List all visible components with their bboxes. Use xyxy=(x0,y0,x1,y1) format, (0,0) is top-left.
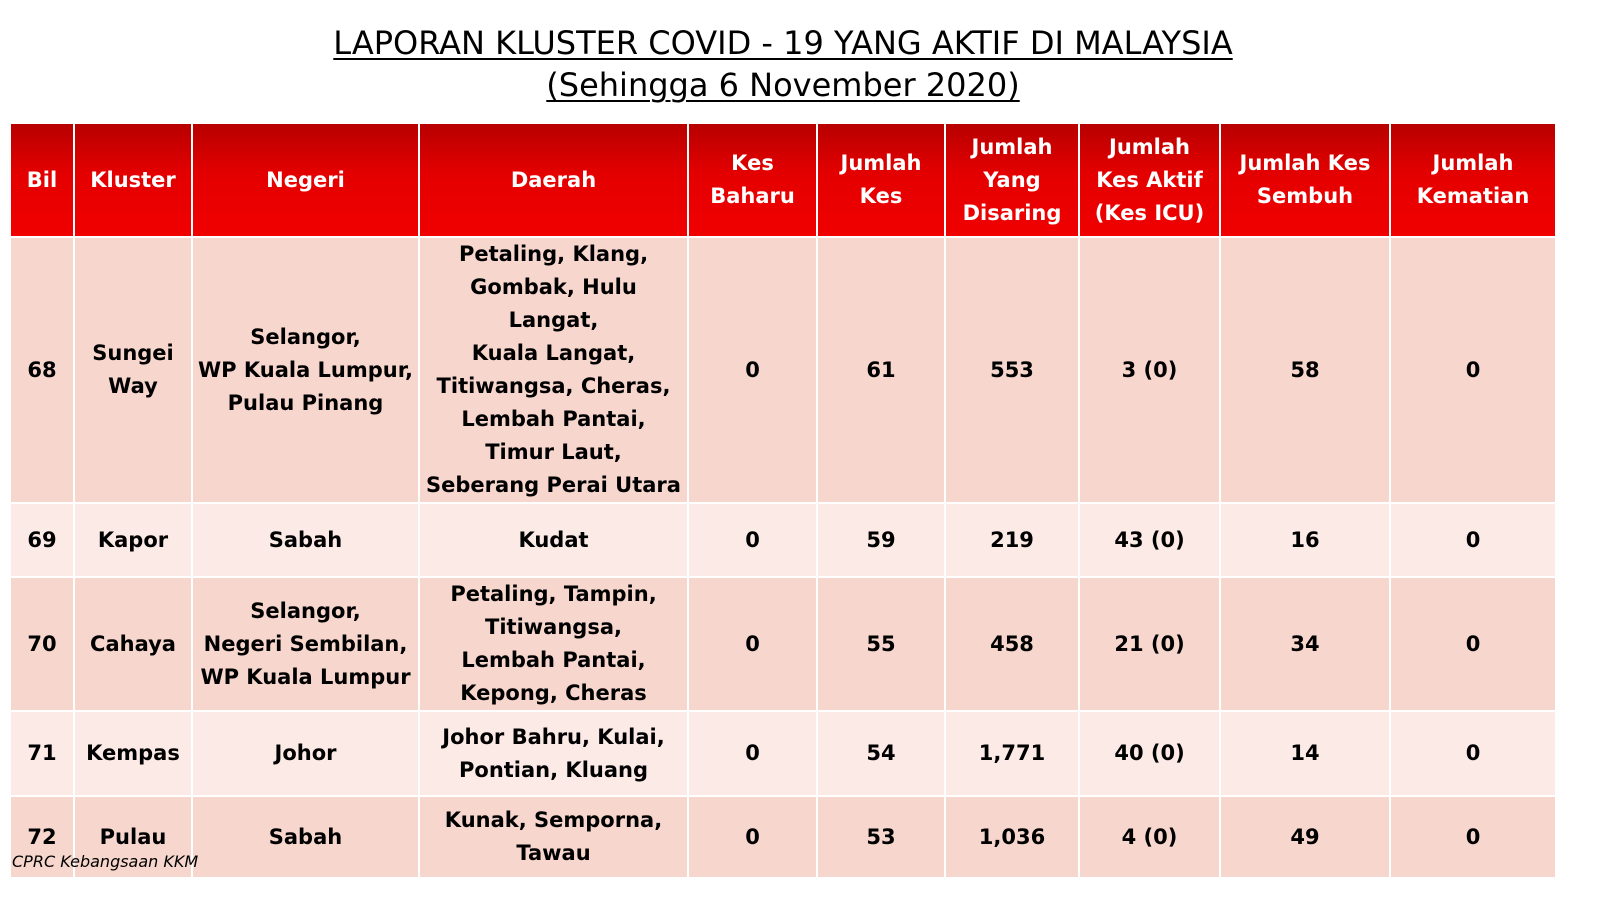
cell-kes-baharu: 0 xyxy=(688,503,817,577)
cell-bil: 72 xyxy=(10,796,74,878)
cell-jumlah-aktif: 21 (0) xyxy=(1079,577,1220,711)
cell-jumlah-kematian: 0 xyxy=(1390,237,1556,503)
cell-kluster: Kempas xyxy=(74,711,192,796)
cell-jumlah-kematian: 0 xyxy=(1390,796,1556,878)
header-jumlah-disaring: Jumlah Yang Disaring xyxy=(945,123,1079,237)
cell-jumlah-kes: 55 xyxy=(817,577,945,711)
cell-jumlah-kes: 61 xyxy=(817,237,945,503)
cell-bil: 71 xyxy=(10,711,74,796)
cell-jumlah-aktif: 4 (0) xyxy=(1079,796,1220,878)
cell-jumlah-disaring: 1,036 xyxy=(945,796,1079,878)
header-daerah: Daerah xyxy=(419,123,688,237)
cell-kluster: Kapor xyxy=(74,503,192,577)
cell-daerah: Petaling, Klang, Gombak, Hulu Langat, Kuala Langat, Titiwangsa, Cheras, Lembah Pantai, Timur Laut, Seberang Perai Utara xyxy=(419,237,688,503)
cell-jumlah-disaring: 1,771 xyxy=(945,711,1079,796)
header-bil: Bil xyxy=(10,123,74,237)
header-jumlah-kes: Jumlah Kes xyxy=(817,123,945,237)
cell-jumlah-aktif: 43 (0) xyxy=(1079,503,1220,577)
header-kes-baharu: Kes Baharu xyxy=(688,123,817,237)
cell-negeri: Johor xyxy=(192,711,419,796)
cell-negeri: Selangor, Negeri Sembilan, WP Kuala Lumpur xyxy=(192,577,419,711)
cell-jumlah-aktif: 40 (0) xyxy=(1079,711,1220,796)
cell-kluster: Sungei Way xyxy=(74,237,192,503)
cell-jumlah-sembuh: 34 xyxy=(1220,577,1390,711)
table-row xyxy=(10,796,1556,878)
cell-jumlah-sembuh: 49 xyxy=(1220,796,1390,878)
cell-jumlah-kes: 53 xyxy=(817,796,945,878)
table-row xyxy=(10,711,1556,796)
source-note: CPRC Kebangsaan KKM xyxy=(12,852,199,871)
cluster-table xyxy=(9,122,1557,879)
cell-jumlah-disaring: 219 xyxy=(945,503,1079,577)
cell-bil: 69 xyxy=(10,503,74,577)
header-row xyxy=(10,123,1556,237)
cell-kluster: Pulau xyxy=(74,796,192,878)
cell-jumlah-sembuh: 14 xyxy=(1220,711,1390,796)
cell-jumlah-sembuh: 58 xyxy=(1220,237,1390,503)
cell-daerah: Petaling, Tampin, Titiwangsa, Lembah Pantai, Kepong, Cheras xyxy=(419,577,688,711)
cell-daerah: Kunak, Semporna, Tawau xyxy=(419,796,688,878)
header-jumlah-aktif: Jumlah Kes Aktif (Kes ICU) xyxy=(1079,123,1220,237)
cell-bil: 68 xyxy=(10,237,74,503)
table-row xyxy=(10,577,1556,711)
cell-negeri: Selangor, WP Kuala Lumpur, Pulau Pinang xyxy=(192,237,419,503)
table-row xyxy=(10,503,1556,577)
cell-jumlah-sembuh: 16 xyxy=(1220,503,1390,577)
cell-negeri: Sabah xyxy=(192,503,419,577)
cell-jumlah-kematian: 0 xyxy=(1390,577,1556,711)
table-header xyxy=(10,123,1556,237)
cell-negeri: Sabah xyxy=(192,796,419,878)
header-jumlah-kematian: Jumlah Kematian xyxy=(1390,123,1556,237)
cell-daerah: Kudat xyxy=(419,503,688,577)
table-body xyxy=(10,237,1556,878)
cell-kes-baharu: 0 xyxy=(688,577,817,711)
cell-jumlah-aktif: 3 (0) xyxy=(1079,237,1220,503)
cell-kes-baharu: 0 xyxy=(688,711,817,796)
header-negeri: Negeri xyxy=(192,123,419,237)
cell-daerah: Johor Bahru, Kulai, Pontian, Kluang xyxy=(419,711,688,796)
cell-jumlah-disaring: 458 xyxy=(945,577,1079,711)
report-title-line-1: LAPORAN KLUSTER COVID - 19 YANG AKTIF DI MALAYSIA xyxy=(333,24,1233,62)
cell-kes-baharu: 0 xyxy=(688,237,817,503)
header-jumlah-sembuh: Jumlah Kes Sembuh xyxy=(1220,123,1390,237)
header-kluster: Kluster xyxy=(74,123,192,237)
cell-jumlah-kes: 59 xyxy=(817,503,945,577)
cell-bil: 70 xyxy=(10,577,74,711)
cell-jumlah-kes: 54 xyxy=(817,711,945,796)
report-title-line-2: (Sehingga 6 November 2020) xyxy=(546,66,1020,104)
cell-kes-baharu: 0 xyxy=(688,796,817,878)
cell-jumlah-kematian: 0 xyxy=(1390,503,1556,577)
cell-jumlah-disaring: 553 xyxy=(945,237,1079,503)
report-title xyxy=(0,22,1566,106)
table-row xyxy=(10,237,1556,503)
cell-jumlah-kematian: 0 xyxy=(1390,711,1556,796)
cell-kluster: Cahaya xyxy=(74,577,192,711)
